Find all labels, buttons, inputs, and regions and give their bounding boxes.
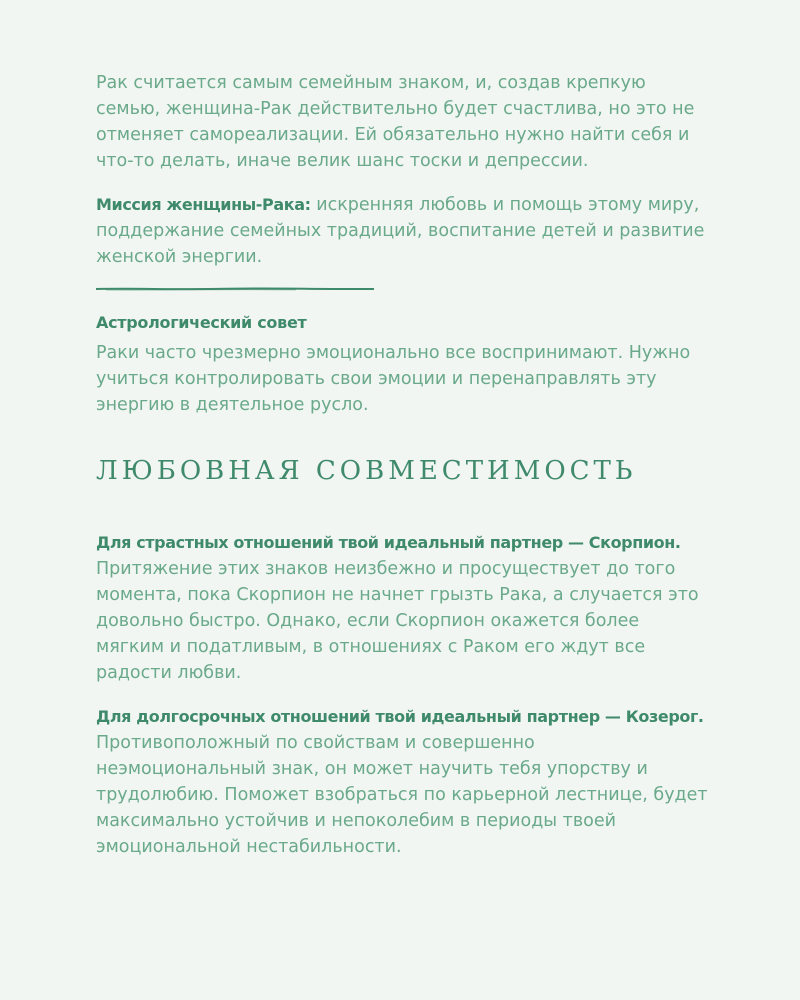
passion-text: Притяжение этих знаков неизбежно и просуществует до того момента, пока Скорпион не начнет грызть Рака, а случается это довольно быстро. Однако, если Скорпион окажется более мягким и податливым, в отношениях с Раком его ждут все радости любви. — [96, 559, 699, 683]
intro-paragraph: Рак считается самым семейным знаком, и, создав крепкую семью, женщина-Рак действительно будет счастлива, но это не отменяет самореализации. Ей обязательно нужно найти себя и что-то делать, иначе велик шанс тоски и депрессии. — [96, 73, 695, 171]
advice-paragraph: Раки часто чрезмерно эмоционально все воспринимают. Нужно учиться контролировать свои эмоции и перенаправлять эту энергию в деятельное русло. — [96, 343, 691, 415]
longterm-label: Для долгосрочных отношений твой идеальный партнер — Козерог. — [96, 707, 704, 726]
longterm-paragraph — [96, 704, 710, 860]
section-title: ЛЮБОВНАЯ СОВМЕСТИМОСТЬ — [96, 456, 637, 486]
passion-label: Для страстных отношений твой идеальный партнер — Скорпион. — [96, 533, 681, 552]
mission-label: Миссия женщины-Рака: — [96, 195, 311, 214]
mission-paragraph — [96, 192, 710, 270]
mission-text: искренняя любовь и помощь этому миру, поддержание семейных традиций, воспитание детей и развитие женской энергии. — [96, 195, 705, 267]
passion-paragraph — [96, 530, 710, 686]
longterm-text: Противоположный по свойствам и совершенно неэмоциональный знак, он может научить тебя упорству и трудолюбию. Поможет взобраться по карьерной лестнице, будет максимально устойчив и непоколебим в периоды твоей эмоциональной нестабильности. — [96, 733, 708, 857]
brush-divider — [96, 286, 374, 290]
advice-heading: Астрологический совет — [96, 313, 307, 332]
